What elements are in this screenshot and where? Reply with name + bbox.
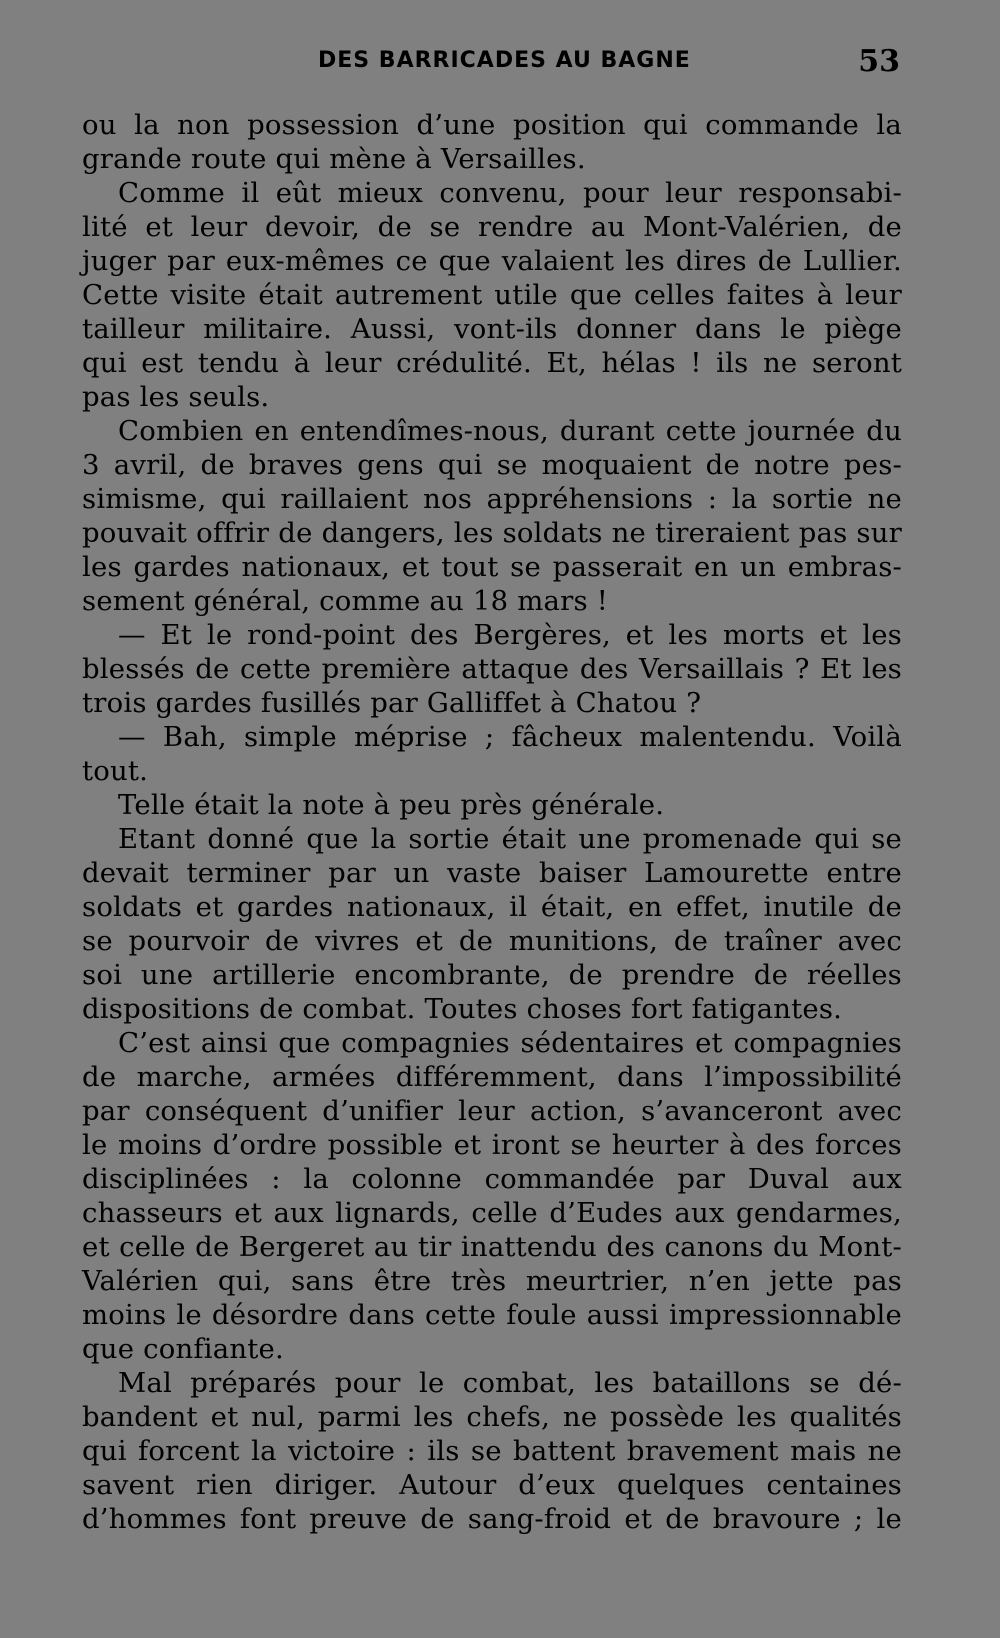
text-line: tailleur militaire. Aussi, vont-ils donner dans le piège bbox=[82, 313, 902, 345]
text-line: sement général, comme au 18 mars ! bbox=[82, 585, 608, 617]
text-line: Combien en entendîmes-nous, durant cette journée du bbox=[118, 415, 902, 447]
text-line: les gardes nationaux, et tout se passerait en un embras- bbox=[82, 551, 902, 583]
body-text bbox=[82, 108, 902, 1536]
text-line: et celle de Bergeret au tir inattendu des canons du Mont- bbox=[82, 1231, 902, 1263]
text-line: Cette visite était autrement utile que celles faites à leur bbox=[82, 279, 902, 311]
text-line: savent rien diriger. Autour d’eux quelques centaines bbox=[82, 1469, 902, 1501]
text-line: 3 avril, de braves gens qui se moquaient de notre pes- bbox=[82, 449, 902, 481]
text-line: grande route qui mène à Versailles. bbox=[82, 143, 586, 175]
text-line: Telle était la note à peu près générale. bbox=[118, 789, 665, 821]
text-line: juger par eux-mêmes ce que valaient les dires de Lullier. bbox=[82, 245, 902, 277]
text-line: qui est tendu à leur crédulité. Et, hélas ! ils ne seront bbox=[82, 347, 902, 379]
text-line: — Bah, simple méprise ; fâcheux malentendu. Voilà bbox=[118, 721, 902, 753]
text-line: le moins d’ordre possible et iront se heurter à des forces bbox=[82, 1129, 902, 1161]
text-line: lité et leur devoir, de se rendre au Mont-Valérien, de bbox=[82, 211, 902, 243]
text-line: par conséquent d’unifier leur action, s’avanceront avec bbox=[82, 1095, 902, 1127]
text-line: trois gardes fusillés par Galliffet à Chatou ? bbox=[82, 687, 702, 719]
text-line: pas les seuls. bbox=[82, 381, 270, 413]
text-line: chasseurs et aux lignards, celle d’Eudes aux gendarmes, bbox=[82, 1197, 902, 1229]
text-line: disciplinées : la colonne commandée par Duval aux bbox=[82, 1163, 902, 1195]
text-line: moins le désordre dans cette foule aussi impressionnable bbox=[82, 1299, 902, 1331]
text-line: — Et le rond-point des Bergères, et les morts et les bbox=[118, 619, 902, 651]
text-line: C’est ainsi que compagnies sédentaires et compagnies bbox=[118, 1027, 902, 1059]
text-line: que confiante. bbox=[82, 1333, 284, 1365]
text-line: de marche, armées différemment, dans l’impossibilité bbox=[82, 1061, 902, 1093]
text-line: tout. bbox=[82, 755, 149, 787]
text-line: blessés de cette première attaque des Versaillais ? Et les bbox=[82, 653, 902, 685]
text-line: se pourvoir de vivres et de munitions, de traîner avec bbox=[82, 925, 902, 957]
text-line: Comme il eût mieux convenu, pour leur responsabi- bbox=[118, 177, 902, 209]
text-line: simisme, qui raillaient nos appréhensions : la sortie ne bbox=[82, 483, 902, 515]
text-line: dispositions de combat. Toutes choses fort fatigantes. bbox=[82, 993, 843, 1025]
text-line: d’hommes font preuve de sang-froid et de bravoure ; le bbox=[82, 1503, 902, 1535]
text-line: Valérien qui, sans être très meurtrier, n’en jette pas bbox=[82, 1265, 902, 1297]
running-title: DES BARRICADES AU BAGNE bbox=[318, 48, 691, 73]
text-line: devait terminer par un vaste baiser Lamourette entre bbox=[82, 857, 902, 889]
text-line: ou la non possession d’une position qui commande la bbox=[82, 109, 902, 141]
text-line: pouvait offrir de dangers, les soldats ne tireraient pas sur bbox=[82, 517, 902, 549]
text-line: soi une artillerie encombrante, de prendre de réelles bbox=[82, 959, 902, 991]
running-head bbox=[0, 44, 1000, 84]
text-line: soldats et gardes nationaux, il était, en effet, inutile de bbox=[82, 891, 902, 923]
text-line: qui forcent la victoire : ils se battent bravement mais ne bbox=[82, 1435, 902, 1467]
text-line: Mal préparés pour le combat, les bataillons se dé- bbox=[118, 1367, 902, 1399]
text-line: bandent et nul, parmi les chefs, ne possède les qualités bbox=[82, 1401, 902, 1433]
page-number: 53 bbox=[858, 44, 900, 79]
text-line: Etant donné que la sortie était une promenade qui se bbox=[118, 823, 902, 855]
